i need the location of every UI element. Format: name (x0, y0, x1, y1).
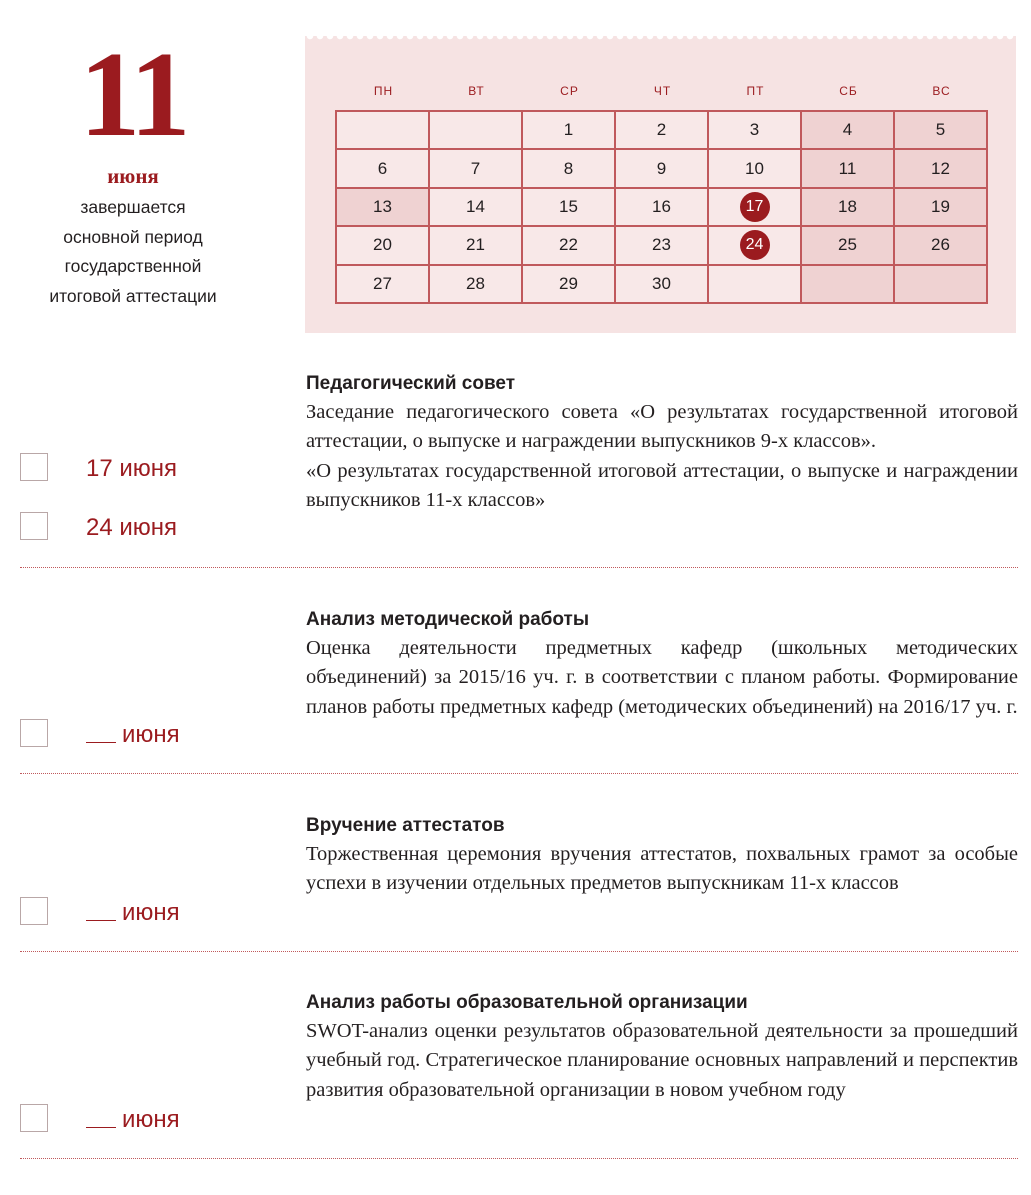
task-checkbox[interactable] (20, 1104, 48, 1132)
task-date-month: июня (122, 899, 180, 926)
task-paragraph: Заседание педагогического совета «О результатах государственной итоговой аттестации, о выпуске и награждении выпускников 9-х классов». (306, 401, 1018, 453)
calendar-day: 27 (337, 266, 430, 304)
calendar-day: 26 (895, 227, 988, 265)
date-blank-line[interactable] (86, 1107, 116, 1128)
task-title: Вручение аттестатов (306, 815, 505, 836)
date-blank-line[interactable] (86, 900, 116, 921)
task-date (86, 720, 180, 750)
calendar-day: 16 (616, 189, 709, 227)
task-description (306, 840, 1018, 899)
calendar-day: 7 (430, 150, 523, 188)
highlighted-day-marker: 24 (740, 230, 770, 260)
task-checkbox[interactable] (20, 453, 48, 481)
weekday-label: СР (560, 84, 579, 98)
headline-caption (0, 193, 266, 311)
highlighted-day-marker: 17 (740, 192, 770, 222)
calendar-day: 23 (616, 227, 709, 265)
task-paragraph: SWOT-анализ оценки результатов образовательной деятельности за прошедший учебный год. Стратегическое планирование основных направлений и перспектив развития образовательной организации в новом учебном году (306, 1020, 1018, 1101)
task-date-month: июня (119, 455, 178, 482)
headline-caption-line: основной период (63, 226, 203, 247)
task-paragraph: «О результатах государственной итоговой аттестации, о выпуске и награждении выпускников 11-х классов» (306, 459, 1018, 512)
calendar-day: 8 (523, 150, 616, 188)
headline-month: июня (107, 164, 159, 188)
dotted-separator (20, 1158, 1018, 1159)
date-blank-line[interactable] (86, 722, 116, 743)
calendar-day (709, 266, 802, 304)
calendar-day: 3 (709, 112, 802, 150)
task-date-day: 24 (86, 514, 120, 541)
calendar-grid (335, 110, 988, 304)
weekday-label: СБ (839, 84, 858, 98)
calendar-day: 30 (616, 266, 709, 304)
calendar-day (802, 266, 895, 304)
calendar-day: 2 (616, 112, 709, 150)
calendar-day: 20 (337, 227, 430, 265)
task-date (86, 454, 177, 484)
perforated-edge (305, 36, 1016, 44)
dotted-separator (20, 773, 1018, 774)
task-description (306, 398, 1018, 516)
headline-caption-line: итоговой аттестации (49, 285, 217, 306)
headline-day: 11 (79, 27, 187, 162)
calendar-day: 1 (523, 112, 616, 150)
weekday-label: ВТ (468, 84, 485, 98)
calendar-day: 15 (523, 189, 616, 227)
calendar-day: 10 (709, 150, 802, 188)
dotted-separator (20, 567, 1018, 568)
task-title: Анализ методической работы (306, 609, 590, 630)
weekday-label: ВС (932, 84, 951, 98)
calendar-day (709, 189, 802, 227)
task-date (86, 1105, 180, 1135)
task-title: Анализ работы образовательной организации (306, 992, 748, 1013)
calendar-day (337, 112, 430, 150)
task-title: Педагогический совет (306, 373, 515, 394)
weekday-label: ПТ (746, 84, 765, 98)
calendar-day: 6 (337, 150, 430, 188)
calendar-day: 25 (802, 227, 895, 265)
calendar-day: 19 (895, 189, 988, 227)
calendar-day: 18 (802, 189, 895, 227)
calendar-day: 21 (430, 227, 523, 265)
task-checkbox[interactable] (20, 897, 48, 925)
calendar-day (430, 112, 523, 150)
task-paragraph: Оценка деятельности предметных кафедр (школьных методических объединений) за 2015/16 уч. г. в соответствии с планом работы. Формирование планов работы предметных кафедр (методических объединений) на 2016/17 уч. г. (306, 637, 1018, 718)
headline-caption-line: государственной (64, 256, 202, 276)
calendar-day: 29 (523, 266, 616, 304)
task-paragraph: Торжественная церемония вручения аттестатов, похвальных грамот за особые успехи в изучении отдельных предметов выпускникам 11-х классов (306, 843, 1018, 895)
task-description (306, 634, 1018, 722)
task-date-month: июня (122, 1106, 180, 1133)
weekday-label: ЧТ (653, 84, 672, 98)
weekday-label: ПН (373, 84, 394, 98)
dotted-separator (20, 951, 1018, 952)
task-checkbox[interactable] (20, 719, 48, 747)
calendar-day: 5 (895, 112, 988, 150)
task-description (306, 1017, 1018, 1105)
task-date-day: 17 (86, 455, 120, 482)
headline-caption-line: завершается (80, 197, 186, 217)
task-checkbox[interactable] (20, 512, 48, 540)
calendar-day (709, 227, 802, 265)
calendar-day: 28 (430, 266, 523, 304)
task-date (86, 513, 177, 543)
task-date (86, 898, 180, 928)
task-date-month: июня (119, 514, 178, 541)
calendar-day (895, 266, 988, 304)
calendar-day: 11 (802, 150, 895, 188)
calendar-day: 13 (337, 189, 430, 227)
calendar-day: 9 (616, 150, 709, 188)
calendar-day: 12 (895, 150, 988, 188)
task-date-month: июня (122, 721, 180, 748)
calendar-day: 4 (802, 112, 895, 150)
calendar-day: 22 (523, 227, 616, 265)
calendar-day: 14 (430, 189, 523, 227)
